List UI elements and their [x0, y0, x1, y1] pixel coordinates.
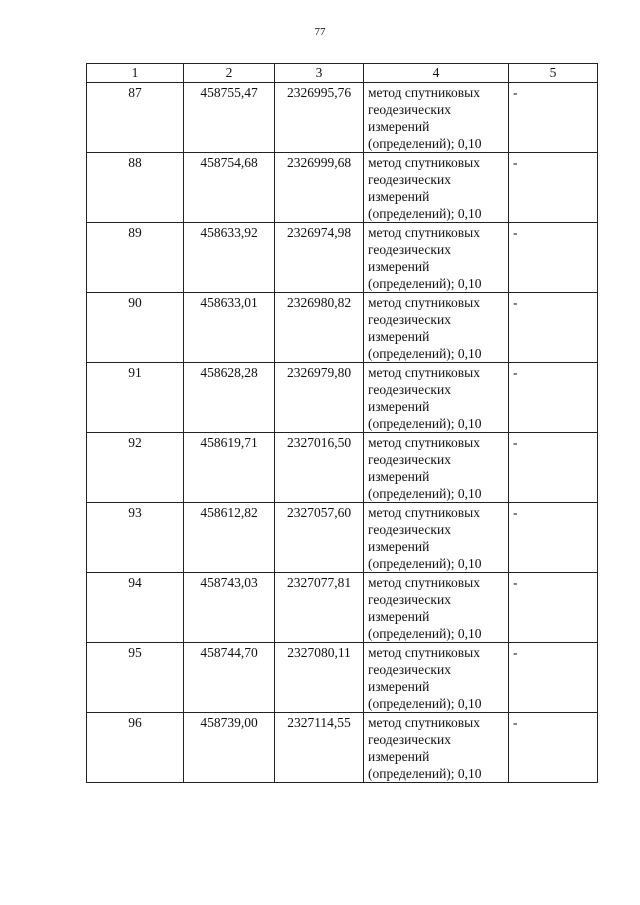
cell-method: метод спутниковых геодезических измерений (определений); 0,10 — [364, 83, 509, 153]
table-row — [87, 713, 598, 783]
cell-y-coordinate: 2326980,82 — [275, 293, 364, 363]
cell-point-number: 95 — [87, 643, 184, 713]
cell-x-coordinate: 458739,00 — [184, 713, 275, 783]
header-col-3: 3 — [275, 64, 364, 83]
cell-x-coordinate: 458619,71 — [184, 433, 275, 503]
cell-note: - — [509, 573, 598, 643]
coordinates-table — [86, 63, 598, 783]
cell-y-coordinate: 2327077,81 — [275, 573, 364, 643]
cell-method: метод спутниковых геодезических измерений (определений); 0,10 — [364, 643, 509, 713]
cell-point-number: 96 — [87, 713, 184, 783]
table-row — [87, 363, 598, 433]
header-row — [87, 64, 598, 83]
cell-y-coordinate: 2327016,50 — [275, 433, 364, 503]
cell-note: - — [509, 643, 598, 713]
cell-point-number: 92 — [87, 433, 184, 503]
cell-point-number: 88 — [87, 153, 184, 223]
table-header — [87, 64, 598, 83]
cell-note: - — [509, 293, 598, 363]
cell-x-coordinate: 458754,68 — [184, 153, 275, 223]
cell-y-coordinate: 2326995,76 — [275, 83, 364, 153]
cell-method: метод спутниковых геодезических измерений (определений); 0,10 — [364, 293, 509, 363]
cell-x-coordinate: 458628,28 — [184, 363, 275, 433]
cell-y-coordinate: 2327114,55 — [275, 713, 364, 783]
cell-note: - — [509, 363, 598, 433]
table-row — [87, 223, 598, 293]
cell-x-coordinate: 458743,03 — [184, 573, 275, 643]
table-row — [87, 573, 598, 643]
cell-y-coordinate: 2327057,60 — [275, 503, 364, 573]
cell-method: метод спутниковых геодезических измерений (определений); 0,10 — [364, 503, 509, 573]
cell-point-number: 93 — [87, 503, 184, 573]
cell-method: метод спутниковых геодезических измерений (определений); 0,10 — [364, 223, 509, 293]
cell-y-coordinate: 2327080,11 — [275, 643, 364, 713]
cell-point-number: 87 — [87, 83, 184, 153]
cell-point-number: 90 — [87, 293, 184, 363]
table-row — [87, 433, 598, 503]
header-col-5: 5 — [509, 64, 598, 83]
table-row — [87, 643, 598, 713]
cell-point-number: 91 — [87, 363, 184, 433]
header-col-4: 4 — [364, 64, 509, 83]
cell-note: - — [509, 433, 598, 503]
header-col-2: 2 — [184, 64, 275, 83]
cell-note: - — [509, 503, 598, 573]
cell-method: метод спутниковых геодезических измерений (определений); 0,10 — [364, 433, 509, 503]
header-col-1: 1 — [87, 64, 184, 83]
cell-y-coordinate: 2326999,68 — [275, 153, 364, 223]
cell-note: - — [509, 223, 598, 293]
cell-note: - — [509, 153, 598, 223]
cell-note: - — [509, 713, 598, 783]
cell-point-number: 94 — [87, 573, 184, 643]
table-row — [87, 293, 598, 363]
cell-method: метод спутниковых геодезических измерений (определений); 0,10 — [364, 363, 509, 433]
cell-method: метод спутниковых геодезических измерений (определений); 0,10 — [364, 573, 509, 643]
cell-x-coordinate: 458744,70 — [184, 643, 275, 713]
cell-note: - — [509, 83, 598, 153]
page-number: 77 — [314, 26, 326, 38]
cell-method: метод спутниковых геодезических измерений (определений); 0,10 — [364, 153, 509, 223]
cell-y-coordinate: 2326979,80 — [275, 363, 364, 433]
table-body — [87, 83, 598, 783]
cell-method: метод спутниковых геодезических измерений (определений); 0,10 — [364, 713, 509, 783]
cell-x-coordinate: 458633,92 — [184, 223, 275, 293]
cell-y-coordinate: 2326974,98 — [275, 223, 364, 293]
cell-x-coordinate: 458633,01 — [184, 293, 275, 363]
table-row — [87, 503, 598, 573]
cell-x-coordinate: 458755,47 — [184, 83, 275, 153]
table-row — [87, 83, 598, 153]
cell-x-coordinate: 458612,82 — [184, 503, 275, 573]
cell-point-number: 89 — [87, 223, 184, 293]
table-row — [87, 153, 598, 223]
